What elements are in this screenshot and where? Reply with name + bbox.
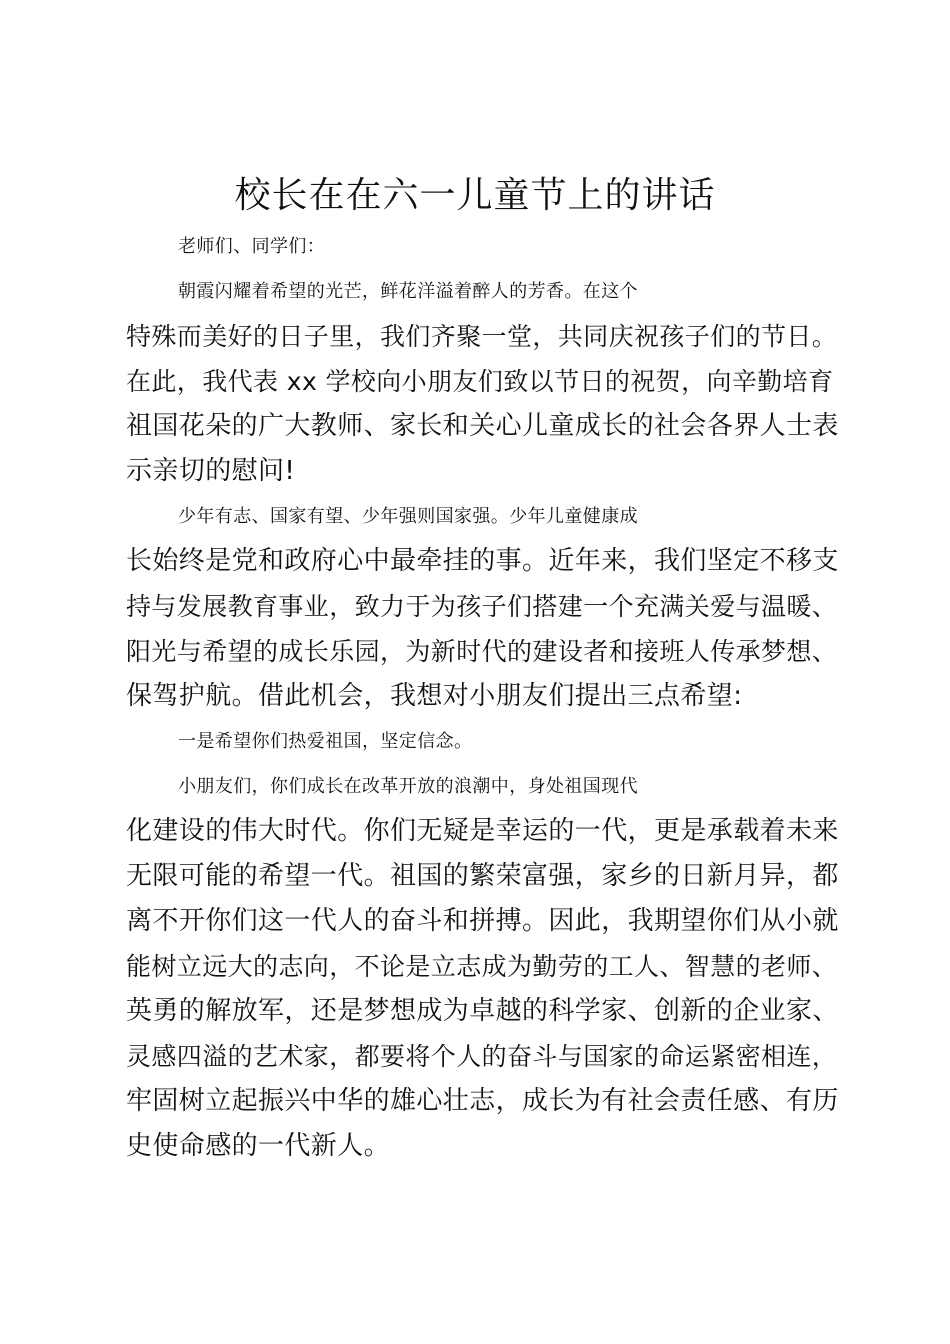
text-line: 史使命感的一代新人。 [126, 1131, 391, 1161]
text-line: 小朋友们，你们成长在改革开放的浪潮中，身处祖国现代 [178, 776, 638, 797]
text-line: 化建设的伟大时代。你们无疑是幸运的一代，更是承载着未来 [126, 816, 839, 846]
text-line: 英勇的解放军，还是梦想成为卓越的科学家、创新的企业家、 [126, 996, 839, 1026]
text-line: 一是希望你们热爱祖国，坚定信念。 [178, 731, 473, 752]
text-line: 在此，我代表 xx 学校向小朋友们致以节日的祝贺，向辛勤培育 [126, 367, 834, 396]
text-line: 无限可能的希望一代。祖国的繁荣富强，家乡的日新月异，都 [126, 861, 839, 891]
text-line: 灵感四溢的艺术家，都要将个人的奋斗与国家的命运紧密相连， [126, 1042, 838, 1071]
document-body [126, 224, 846, 1169]
text-line: 持与发展教育事业，致力于为孩子们搭建一个充满关爱与温暖、 [126, 592, 838, 621]
text-line: 示亲切的慰问! [126, 456, 296, 486]
document-title: 校长在在六一儿童节上的讲话 [234, 175, 716, 216]
text-line: 能树立远大的志向，不论是立志成为勤劳的工人、智慧的老师、 [126, 952, 838, 981]
text-line: 特殊而美好的日子里，我们齐聚一堂，共同庆祝孩子们的节日。 [126, 322, 838, 351]
text-line: 朝霞闪耀着希望的光芒，鲜花洋溢着醉人的芳香。在这个 [178, 281, 638, 302]
text-line: 牢固树立起振兴中华的雄心壮志，成长为有社会责任感、有历 [126, 1086, 839, 1116]
text-line: 祖国花朵的广大教师、家长和关心儿童成长的社会各界人士表 [126, 411, 839, 441]
text-line: 保驾护航。借此机会，我想对小朋友们提出三点希望: [126, 681, 743, 711]
text-line: 长始终是党和政府心中最牵挂的事。近年来，我们坚定不移支 [126, 546, 839, 576]
text-line: 少年有志、国家有望、少年强则国家强。少年儿童健康成 [178, 506, 638, 527]
text-line: 老师们、同学们： [178, 236, 326, 257]
text-line: 离不开你们这一代人的奋斗和拼搏。因此，我期望你们从小就 [126, 906, 839, 936]
text-line: 阳光与希望的成长乐园，为新时代的建设者和接班人传承梦想、 [126, 637, 838, 666]
